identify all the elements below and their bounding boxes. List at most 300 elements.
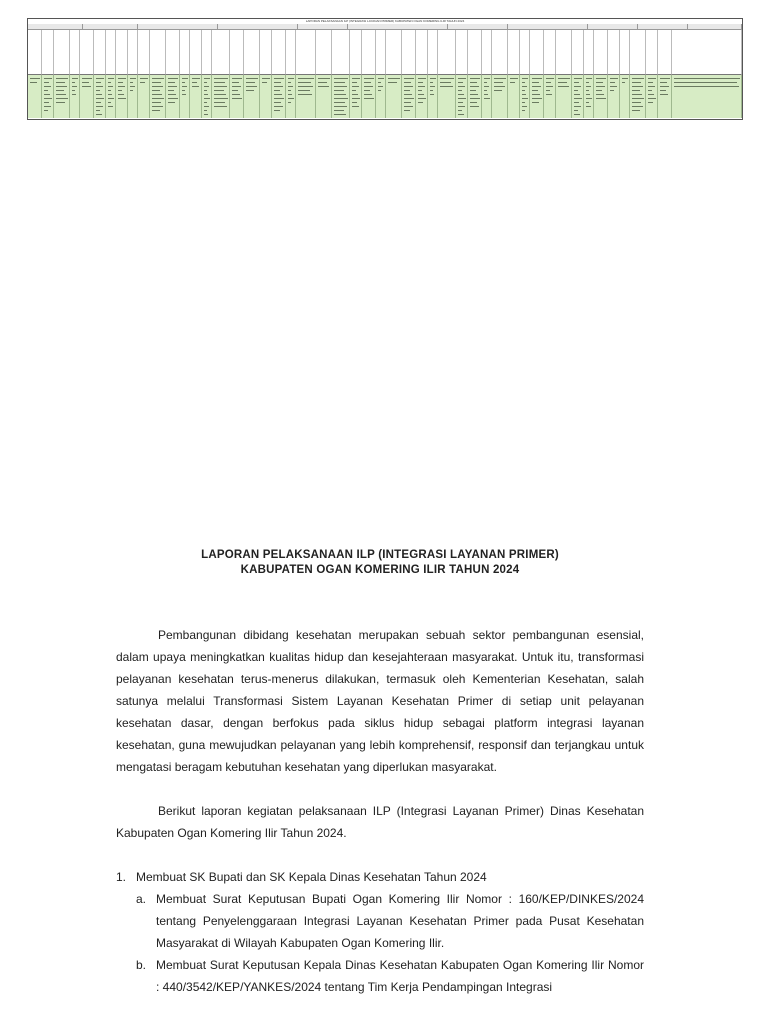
cell-text-line	[352, 90, 356, 91]
cell-text-line	[660, 82, 667, 83]
cell-text-line	[458, 98, 466, 99]
cell-text-line	[274, 98, 284, 99]
body-cell	[492, 75, 508, 118]
cell-text-line	[674, 86, 739, 87]
cell-text-line	[204, 78, 210, 79]
cell-text-line	[430, 94, 434, 95]
cell-text-line	[510, 82, 515, 83]
body-cell	[520, 75, 530, 118]
header-cell	[658, 30, 672, 75]
cell-text-line	[586, 86, 591, 87]
cell-text-line	[334, 102, 345, 103]
activity-list	[116, 866, 644, 998]
cell-text-line	[586, 82, 589, 83]
body-cell	[362, 75, 376, 118]
cell-text-line	[546, 94, 552, 95]
cell-text-line	[440, 78, 454, 79]
header-cell	[244, 30, 260, 75]
cell-text-line	[648, 98, 656, 99]
body-cell	[556, 75, 572, 118]
cell-text-line	[484, 94, 488, 95]
cell-text-line	[204, 86, 209, 87]
cell-text-line	[632, 98, 644, 99]
cell-text-line	[168, 82, 175, 83]
header-cell	[150, 30, 166, 75]
cell-text-line	[130, 90, 133, 91]
body-cell	[482, 75, 492, 118]
cell-text-line	[246, 78, 258, 79]
cell-text-line	[56, 94, 66, 95]
cell-text-line	[404, 98, 414, 99]
cell-text-line	[204, 98, 210, 99]
cell-text-line	[484, 82, 487, 83]
body-cell	[138, 75, 150, 118]
list-item	[116, 866, 644, 998]
cell-text-line	[214, 106, 227, 107]
cell-text-line	[56, 86, 67, 87]
cell-text-line	[522, 102, 525, 103]
cell-text-line	[510, 78, 518, 79]
cell-text-line	[610, 82, 615, 83]
list-marker: 1.	[116, 870, 127, 884]
cell-text-line	[288, 102, 291, 103]
cell-text-line	[532, 82, 539, 83]
header-cell	[180, 30, 190, 75]
cell-text-line	[30, 78, 40, 79]
cell-text-line	[648, 94, 654, 95]
cell-text-line	[334, 90, 344, 91]
header-cell	[584, 30, 594, 75]
cell-text-line	[298, 78, 314, 79]
cell-text-line	[214, 78, 228, 79]
cell-text-line	[182, 90, 185, 91]
cell-text-line	[364, 90, 370, 91]
header-cell	[630, 30, 646, 75]
cell-text-line	[522, 110, 525, 111]
cell-text-line	[274, 82, 281, 83]
cell-text-line	[182, 82, 185, 83]
spreadsheet-title: LAPORAN PELAKSANAAN ILP (INTEGRASI LAYANAN PRIMER) KABUPATEN OGAN KOMERING ILIR TAHUN 2024	[305, 19, 465, 23]
cell-text-line	[546, 78, 554, 79]
cell-text-line	[108, 102, 111, 103]
cell-text-line	[458, 78, 466, 79]
cell-text-line	[532, 94, 540, 95]
cell-text-line	[430, 86, 435, 87]
cell-text-line	[288, 94, 292, 95]
cell-text-line	[214, 102, 225, 103]
cell-text-line	[334, 82, 345, 83]
body-cell	[286, 75, 296, 118]
cell-text-line	[586, 90, 589, 91]
cell-text-line	[152, 94, 162, 95]
cell-text-line	[522, 98, 528, 99]
cell-text-line	[632, 82, 641, 83]
body-cell	[116, 75, 128, 118]
cell-text-line	[632, 78, 644, 79]
body-cell	[620, 75, 630, 118]
cell-text-line	[484, 86, 489, 87]
cell-text-line	[586, 94, 590, 95]
cell-text-line	[232, 94, 240, 95]
cell-text-line	[352, 102, 357, 103]
cell-text-line	[574, 94, 580, 95]
cell-text-line	[660, 90, 666, 91]
body-cell	[332, 75, 350, 118]
cell-text-line	[298, 94, 312, 95]
header-cell	[190, 30, 202, 75]
header-cell	[116, 30, 128, 75]
cell-text-line	[532, 98, 542, 99]
sub-list-item	[116, 888, 644, 954]
cell-text-line	[660, 94, 668, 95]
cell-text-line	[648, 78, 656, 79]
cell-text-line	[334, 86, 347, 87]
cell-text-line	[470, 86, 479, 87]
cell-text-line	[192, 82, 197, 83]
body-cell	[202, 75, 212, 118]
body-cell	[386, 75, 402, 118]
title-line-2: KABUPATEN OGAN KOMERING ILIR TAHUN 2024	[240, 564, 520, 576]
cell-text-line	[586, 98, 592, 99]
header-cell	[202, 30, 212, 75]
cell-text-line	[96, 102, 101, 103]
header-cell	[54, 30, 70, 75]
cell-text-line	[632, 86, 643, 87]
cell-text-line	[458, 94, 464, 95]
cell-text-line	[152, 102, 161, 103]
cell-text-line	[262, 78, 270, 79]
cell-text-line	[214, 82, 225, 83]
body-cell	[544, 75, 556, 118]
cell-text-line	[674, 82, 737, 83]
cell-text-line	[274, 90, 280, 91]
document-body	[116, 548, 644, 998]
header-cell	[544, 30, 556, 75]
cell-text-line	[214, 94, 226, 95]
cell-text-line	[522, 86, 527, 87]
cell-text-line	[108, 90, 111, 91]
cell-text-line	[596, 86, 605, 87]
cell-text-line	[274, 86, 283, 87]
cell-text-line	[458, 86, 465, 87]
cell-text-line	[30, 82, 37, 83]
header-cell	[482, 30, 492, 75]
cell-text-line	[558, 78, 570, 79]
cell-text-line	[574, 90, 578, 91]
cell-text-line	[108, 86, 113, 87]
cell-text-line	[44, 90, 48, 91]
cell-text-line	[96, 86, 103, 87]
cell-text-line	[246, 86, 257, 87]
cell-text-line	[418, 78, 426, 79]
cell-text-line	[596, 82, 603, 83]
header-cell	[468, 30, 482, 75]
cell-text-line	[558, 82, 567, 83]
cell-text-line	[96, 82, 101, 83]
cell-text-line	[204, 114, 208, 115]
cell-text-line	[470, 106, 479, 107]
cell-text-line	[484, 90, 487, 91]
cell-text-line	[168, 94, 176, 95]
spreadsheet-body	[28, 75, 742, 118]
cell-text-line	[388, 78, 400, 79]
header-cell	[42, 30, 54, 75]
cell-text-line	[72, 94, 76, 95]
header-cell	[646, 30, 658, 75]
cell-text-line	[274, 106, 283, 107]
header-cell	[572, 30, 584, 75]
header-cell	[230, 30, 244, 75]
body-cell	[608, 75, 620, 118]
cell-text-line	[108, 78, 114, 79]
cell-text-line	[168, 98, 178, 99]
cell-text-line	[574, 102, 579, 103]
cell-text-line	[288, 86, 293, 87]
cell-text-line	[440, 86, 453, 87]
cell-text-line	[522, 82, 525, 83]
cell-text-line	[378, 82, 381, 83]
cell-text-line	[118, 78, 126, 79]
body-cell	[150, 75, 166, 118]
header-cell	[456, 30, 468, 75]
cell-text-line	[558, 86, 569, 87]
cell-text-line	[44, 86, 51, 87]
body-cell	[672, 75, 742, 118]
cell-text-line	[418, 82, 423, 83]
sub-item-text: Membuat Surat Keputusan Kepala Dinas Kesehatan Kabupaten Ogan Komering Ilir Nomor : 440/3542/KEP/YANKES/2024 tentang Tim Kerja Pendampingan Integrasi	[156, 958, 644, 994]
cell-text-line	[522, 78, 528, 79]
cell-text-line	[168, 78, 178, 79]
cell-text-line	[574, 98, 582, 99]
cell-text-line	[596, 78, 606, 79]
cell-text-line	[458, 106, 465, 107]
header-cell	[438, 30, 456, 75]
cell-text-line	[82, 82, 89, 83]
body-cell	[658, 75, 672, 118]
cell-text-line	[610, 78, 618, 79]
header-cell	[402, 30, 416, 75]
header-cell	[138, 30, 150, 75]
cell-text-line	[274, 102, 281, 103]
sub-list-item	[116, 954, 644, 998]
cell-text-line	[152, 78, 164, 79]
cell-text-line	[430, 82, 433, 83]
header-cell	[428, 30, 438, 75]
cell-text-line	[440, 82, 451, 83]
cell-text-line	[334, 78, 348, 79]
cell-text-line	[378, 86, 383, 87]
header-cell	[520, 30, 530, 75]
body-cell	[376, 75, 386, 118]
cell-text-line	[546, 86, 553, 87]
paragraph-report: Berikut laporan kegiatan pelaksanaan ILP (Integrasi Layanan Primer) Dinas Kesehatan Kabupaten Ogan Komering Ilir Tahun 2024.	[116, 804, 644, 840]
cell-text-line	[522, 94, 526, 95]
cell-text-line	[56, 90, 64, 91]
cell-text-line	[82, 78, 92, 79]
cell-text-line	[72, 86, 77, 87]
cell-text-line	[152, 86, 163, 87]
cell-text-line	[364, 82, 371, 83]
cell-text-line	[404, 90, 410, 91]
header-cell	[416, 30, 428, 75]
header-cell	[672, 30, 742, 75]
body-cell	[316, 75, 332, 118]
cell-text-line	[494, 86, 505, 87]
body-cell	[584, 75, 594, 118]
cell-text-line	[56, 102, 65, 103]
cell-text-line	[430, 90, 433, 91]
cell-text-line	[610, 90, 614, 91]
cell-text-line	[622, 82, 625, 83]
cell-text-line	[274, 110, 280, 111]
cell-text-line	[318, 86, 329, 87]
cell-text-line	[418, 94, 424, 95]
body-cell	[190, 75, 202, 118]
cell-text-line	[430, 78, 436, 79]
header-cell	[608, 30, 620, 75]
cell-text-line	[152, 98, 164, 99]
cell-text-line	[152, 90, 160, 91]
cell-text-line	[470, 94, 478, 95]
cell-text-line	[44, 102, 49, 103]
cell-text-line	[418, 102, 423, 103]
body-cell	[630, 75, 646, 118]
cell-text-line	[118, 98, 126, 99]
cell-text-line	[44, 98, 52, 99]
header-cell	[296, 30, 316, 75]
cell-text-line	[470, 102, 477, 103]
cell-text-line	[364, 98, 374, 99]
cell-text-line	[470, 82, 477, 83]
cell-text-line	[56, 98, 68, 99]
cell-text-line	[532, 102, 539, 103]
cell-text-line	[470, 90, 476, 91]
cell-text-line	[130, 86, 135, 87]
cell-text-line	[546, 82, 551, 83]
document-title	[116, 548, 644, 578]
header-cell	[260, 30, 272, 75]
body-cell	[530, 75, 544, 118]
cell-text-line	[108, 106, 113, 107]
cell-text-line	[352, 98, 360, 99]
cell-text-line	[140, 78, 148, 79]
cell-text-line	[118, 86, 125, 87]
cell-text-line	[334, 110, 344, 111]
body-cell	[166, 75, 180, 118]
cell-text-line	[632, 102, 641, 103]
cell-text-line	[574, 114, 580, 115]
cell-text-line	[168, 102, 175, 103]
cell-text-line	[334, 98, 348, 99]
cell-text-line	[118, 90, 122, 91]
body-cell	[594, 75, 608, 118]
cell-text-line	[494, 78, 506, 79]
header-cell	[94, 30, 106, 75]
cell-text-line	[484, 98, 490, 99]
header-cell	[362, 30, 376, 75]
body-cell	[646, 75, 658, 118]
body-cell	[42, 75, 54, 118]
cell-text-line	[288, 98, 294, 99]
header-cell	[376, 30, 386, 75]
cell-text-line	[458, 110, 462, 111]
cell-text-line	[458, 90, 462, 91]
cell-text-line	[596, 94, 604, 95]
cell-text-line	[546, 90, 550, 91]
cell-text-line	[288, 78, 294, 79]
cell-text-line	[458, 114, 464, 115]
header-cell	[70, 30, 80, 75]
cell-text-line	[204, 106, 209, 107]
body-cell	[106, 75, 116, 118]
cell-text-line	[648, 102, 653, 103]
body-cell	[180, 75, 190, 118]
cell-text-line	[532, 78, 542, 79]
sub-item-text: Membuat Surat Keputusan Bupati Ogan Komering Ilir Nomor : 160/KEP/DINKES/2024 tentang Penyelenggaraan Integrasi Layanan Kesehatan Primer pada Pusat Kesehatan Masyarakat di Wilayah Kabupaten Ogan Komering Ilir.	[156, 892, 644, 950]
body-cell	[212, 75, 230, 118]
cell-text-line	[458, 102, 463, 103]
cell-text-line	[404, 78, 414, 79]
cell-text-line	[418, 86, 425, 87]
body-cell	[296, 75, 316, 118]
cell-text-line	[334, 94, 346, 95]
cell-text-line	[56, 82, 65, 83]
header-cell	[556, 30, 572, 75]
header-cell	[28, 30, 42, 75]
header-cell	[332, 30, 350, 75]
cell-text-line	[378, 78, 384, 79]
body-cell	[128, 75, 138, 118]
cell-text-line	[168, 86, 177, 87]
cell-text-line	[288, 90, 291, 91]
cell-text-line	[660, 78, 670, 79]
sub-list	[116, 888, 644, 998]
cell-text-line	[648, 90, 652, 91]
cell-text-line	[632, 90, 640, 91]
paragraph-intro: Pembangunan dibidang kesehatan merupakan sebuah sektor pembangunan esensial, dalam upaya meningkatkan kualitas hidup dan kesejahteraan masyarakat. Untuk itu, transformasi pelayanan kesehatan terus-menerus dilakukan, termasuk oleh Kementerian Kesehatan, salah satunya melalui Transformasi Sistem Layanan Kesehatan Primer di setiap unit pelayanan kesehatan dasar, dengan berfokus pada siklus hidup sebagai platform integrasi layanan kesehatan, guna mewujudkan pelayanan yang lebih komprehensif, responsif dan terjangkau untuk mengatasi beragam kebutuhan kesehatan yang diperlukan masyarakat.	[116, 628, 644, 774]
cell-text-line	[72, 90, 75, 91]
cell-text-line	[44, 94, 50, 95]
header-cell	[350, 30, 362, 75]
cell-text-line	[288, 82, 291, 83]
cell-text-line	[232, 90, 238, 91]
cell-text-line	[352, 82, 357, 83]
cell-text-line	[318, 82, 327, 83]
cell-text-line	[648, 86, 655, 87]
cell-text-line	[632, 110, 640, 111]
cell-text-line	[96, 106, 103, 107]
cell-text-line	[246, 90, 254, 91]
cell-text-line	[632, 106, 643, 107]
cell-text-line	[532, 86, 541, 87]
sub-marker: a.	[136, 892, 147, 906]
cell-text-line	[378, 90, 381, 91]
body-cell	[260, 75, 272, 118]
cell-text-line	[204, 82, 207, 83]
cell-text-line	[44, 106, 51, 107]
cell-text-line	[334, 106, 347, 107]
cell-text-line	[82, 86, 91, 87]
body-cell	[244, 75, 260, 118]
cell-text-line	[118, 94, 124, 95]
cell-text-line	[494, 82, 503, 83]
cell-text-line	[632, 94, 642, 95]
cell-text-line	[96, 110, 100, 111]
cell-text-line	[418, 98, 426, 99]
body-cell	[402, 75, 416, 118]
cell-text-line	[182, 94, 186, 95]
cell-text-line	[204, 110, 207, 111]
